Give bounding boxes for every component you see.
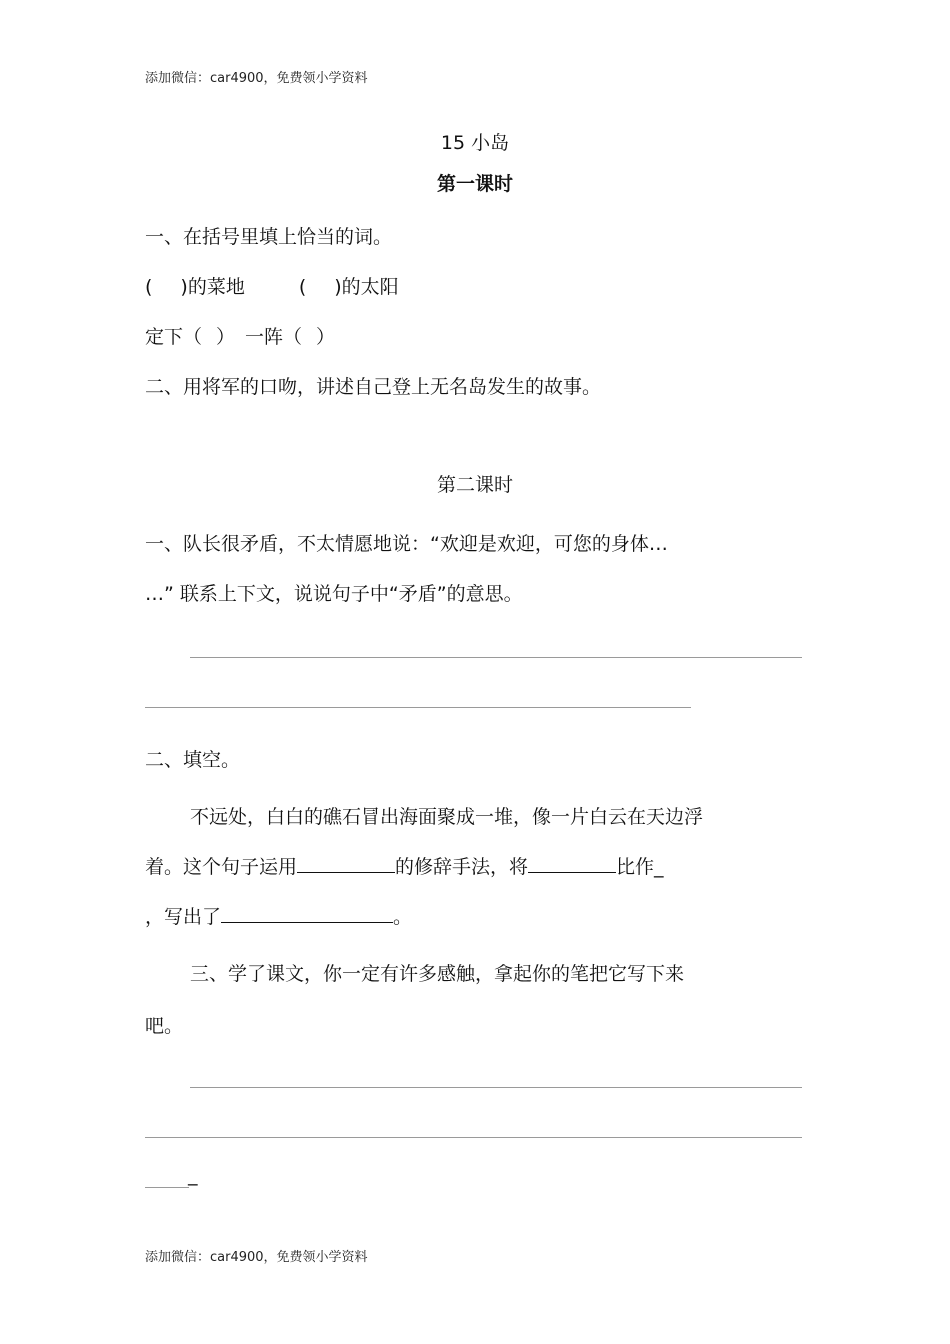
p2-q3-tail: _ [188, 1164, 198, 1186]
answer-line[interactable] [145, 1187, 189, 1188]
p2-q2-line3-b: 。 [393, 906, 413, 928]
watermark-bottom: 添加微信：car4900，免费领小学资料 [145, 1250, 368, 1265]
p1-q2-prompt: 二、用将军的口吻，讲述自己登上无名岛发生的故事。 [145, 376, 602, 398]
item1-close: )的菜地 [180, 276, 245, 298]
p2-q2-line1: 不远处，白白的礁石冒出海面聚成一堆，像一片白云在天边浮 [190, 806, 704, 828]
p2-q2-prompt: 二、填空。 [145, 749, 241, 771]
p2-q2-line3-a: ，写出了 [145, 906, 222, 928]
p2-q2-line2-a: 着。这个句子运用 [145, 856, 298, 878]
p2-q2-line2 [145, 852, 664, 879]
p2-q2-line2-c: 比作_ [616, 856, 664, 878]
fill-blank-meaning[interactable] [221, 902, 393, 923]
answer-line[interactable] [190, 657, 802, 658]
p1-q1-row1 [145, 272, 399, 299]
fill-blank-subject[interactable] [528, 852, 616, 873]
item4-prefix: 一阵（ [245, 326, 303, 348]
lesson-title: 15 小岛 [440, 132, 510, 154]
item2-open: ( [298, 276, 307, 298]
period-two-heading: 第二课时 [436, 474, 513, 496]
period-one-heading: 第一课时 [436, 173, 513, 195]
p2-q3-line1: 三、学了课文，你一定有许多感触，拿起你的笔把它写下来 [190, 963, 685, 985]
watermark-top: 添加微信：car4900，免费领小学资料 [145, 71, 368, 86]
item2-close: )的太阳 [334, 276, 399, 298]
fill-blank-rhetoric[interactable] [297, 852, 395, 873]
item3-close: ） [216, 326, 236, 348]
item3-prefix: 定下（ [145, 326, 203, 348]
p2-q2-line3 [145, 902, 412, 929]
p1-q1-row2 [145, 322, 335, 349]
answer-line[interactable] [145, 1137, 802, 1138]
answer-line[interactable] [190, 1087, 802, 1088]
p2-q1-line1: 一、队长很矛盾，不太情愿地说：“欢迎是欢迎，可您的身体… [145, 533, 668, 555]
item4-close: ） [316, 326, 336, 348]
item1-open: ( [145, 276, 153, 298]
p2-q3-line2: 吧。 [145, 1015, 184, 1037]
p1-q1-prompt: 一、在括号里填上恰当的词。 [145, 226, 393, 248]
p2-q1-line2: …” 联系上下文，说说句子中“矛盾”的意思。 [145, 583, 523, 605]
p2-q2-line2-b: 的修辞手法，将 [395, 856, 529, 878]
answer-line[interactable] [145, 707, 691, 708]
